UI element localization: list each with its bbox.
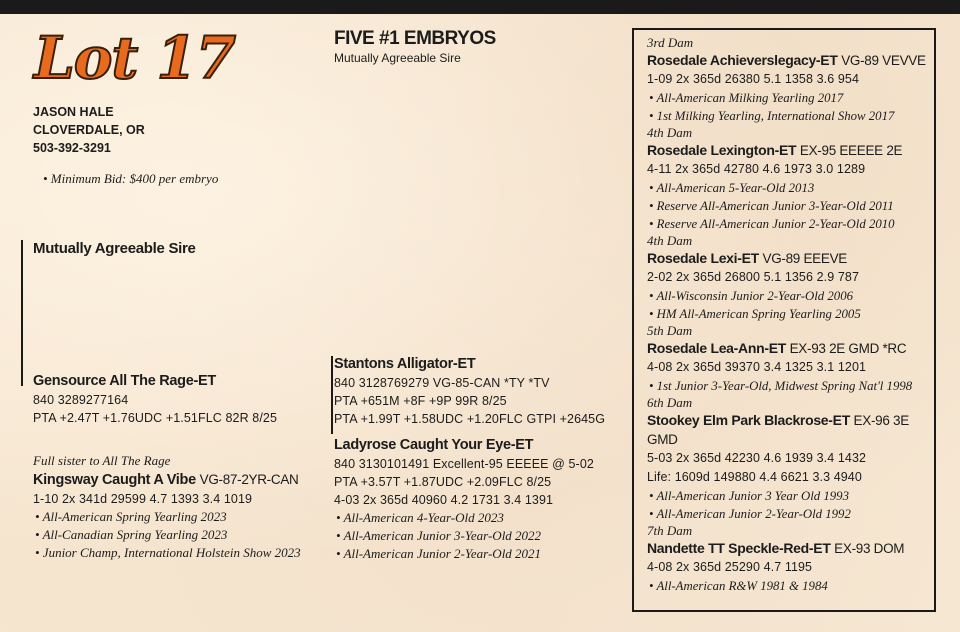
pedigree-bar-sire [21, 240, 23, 386]
pedigree-dam-name-line [647, 539, 934, 558]
consignor-phone: 503-392-3291 [33, 141, 111, 155]
pedigree-dam-name: Rosedale Achieverslegacy-ET [647, 52, 838, 68]
pedigree-dam-name-line [647, 249, 934, 268]
pedigree-dam-record: 4-11 2x 365d 42780 4.6 1973 3.0 1289 [647, 162, 866, 176]
pedigree-dam-honor: • All-American 5-Year-Old 2013 [649, 181, 815, 195]
grandsire-pta: PTA +651M +8F +9P 99R 8/25 [334, 394, 507, 408]
pedigree-dam-honor: • All-American R&W 1981 & 1984 [649, 579, 828, 593]
pedigree-dam-record: 2-02 2x 365d 26800 5.1 1356 2.9 787 [647, 270, 860, 284]
dam-honor: • All-American Junior 3-Year-Old 2022 [336, 528, 542, 543]
dam-honor: • All-American Junior 2-Year-Old 2021 [336, 546, 542, 561]
pedigree-dam-entry [647, 125, 934, 233]
dam-pta: PTA +3.57T +1.87UDC +2.09FLC 8/25 [334, 475, 552, 489]
dam-sire-name: Gensource All The Rage-ET [33, 373, 216, 389]
sister-entry [33, 452, 301, 562]
pedigree-dam-classification: EX-96 3E GMD [647, 413, 909, 447]
pedigree-dam-name-line [647, 339, 934, 358]
pedigree-dam-record: 4-08 2x 365d 25290 4.7 1195 [647, 560, 813, 574]
pedigree-dam-honor: • All-American Milking Yearling 2017 [649, 91, 844, 105]
sister-classification: VG-87-2YR-CAN [199, 472, 299, 487]
dam-generation-label: 6th Dam [647, 395, 693, 410]
lot-headline: FIVE #1 EMBRYOS [334, 28, 496, 49]
sister-note: Full sister to All The Rage [33, 453, 171, 468]
pedigree-dam-name-line [647, 51, 934, 70]
pedigree-dam-lifetime-record: Life: 1609d 149880 4.4 6621 3.3 4940 [647, 470, 862, 484]
sire-label: Mutually Agreeable Sire [33, 240, 196, 257]
pedigree-dam-classification: EX-93 2E GMD *RC [789, 341, 907, 356]
consignor-info [33, 103, 145, 157]
grandsire-pta-gtpi: PTA +1.99T +1.58UDC +1.20FLC GTPI +2645G [334, 412, 606, 426]
grandsire-reg: 840 3128769279 VG-85-CAN *TY *TV [334, 376, 550, 390]
pedigree-dam-honor: • Reserve All-American Junior 3-Year-Old 2011 [649, 199, 894, 213]
pedigree-dam-classification: EX-95 EEEEE 2E [799, 143, 903, 158]
dam-generation-label: 5th Dam [647, 323, 693, 338]
minimum-bid: • Minimum Bid: $400 per embryo [43, 171, 219, 186]
dam-generation-label: 3rd Dam [647, 35, 694, 50]
pedigree-dam-honor: • HM All-American Spring Yearling 2005 [649, 307, 861, 321]
pedigree-dam-name-line [647, 411, 934, 449]
pedigree-dam-honor: • All-Wisconsin Junior 2-Year-Old 2006 [649, 289, 853, 303]
pedigree-dam-honor: • 1st Milking Yearling, International Show 2017 [649, 109, 895, 123]
dam-honor: • All-American 4-Year-Old 2023 [336, 510, 504, 525]
dam-entry [334, 436, 594, 563]
pedigree-dam-entry [647, 35, 934, 125]
pedigree-dam-name: Rosedale Lexington-ET [647, 142, 797, 158]
lot-subheadline: Mutually Agreeable Sire [334, 51, 461, 65]
dam-sire-reg: 840 3289277164 [33, 393, 129, 407]
sister-name-line [33, 470, 301, 490]
sister-honor: • All-Canadian Spring Yearling 2023 [35, 527, 228, 542]
grandsire-name: Stantons Alligator-ET [334, 356, 476, 372]
dam-generation-label: 4th Dam [647, 125, 693, 140]
consignor-name: JASON HALE [33, 105, 114, 119]
dam-generation-label: 4th Dam [647, 233, 693, 248]
pedigree-bar-grandsire [331, 356, 333, 434]
sister-honor: • All-American Spring Yearling 2023 [35, 509, 227, 524]
pedigree-dam-record: 4-08 2x 365d 39370 3.4 1325 3.1 1201 [647, 360, 867, 374]
pedigree-dam-record: 1-09 2x 365d 26380 5.1 1358 3.6 954 [647, 72, 860, 86]
pedigree-dam-classification: EX-93 DOM [834, 541, 905, 556]
sister-honor: • Junior Champ, International Holstein Show 2023 [35, 545, 301, 560]
lot-title: Lot 17 [34, 24, 236, 92]
pedigree-dam-entry [647, 323, 934, 395]
pedigree-dam-classification: VG-89 VEVVE [841, 53, 926, 68]
pedigree-dam-entry [647, 233, 934, 323]
pedigree-dam-entry [647, 395, 934, 523]
pedigree-dam-classification: VG-89 EEEVE [762, 251, 847, 266]
grandsire-entry [334, 355, 605, 428]
pedigree-dam-name: Rosedale Lea-Ann-ET [647, 340, 786, 356]
pedigree-dam-honor: • 1st Junior 3-Year-Old, Midwest Spring Nat'l 1998 [649, 379, 913, 393]
lot-header [334, 27, 496, 66]
dam-reg: 840 3130101491 Excellent-95 EEEEE @ 5-02 [334, 457, 594, 471]
pedigree-dam-honor: • All-American Junior 3 Year Old 1993 [649, 489, 849, 503]
sister-record: 1-10 2x 341d 29599 4.7 1393 3.4 1019 [33, 492, 253, 506]
pedigree-dam-name-line [647, 141, 934, 160]
sister-name: Kingsway Caught A Vibe [33, 472, 196, 488]
dam-sire-pta: PTA +2.47T +1.76UDC +1.51FLC 82R 8/25 [33, 411, 278, 425]
dam-sire-entry [33, 372, 277, 427]
pedigree-dam-name: Rosedale Lexi-ET [647, 250, 759, 266]
pedigree-dam-name: Nandette TT Speckle-Red-ET [647, 540, 831, 556]
pedigree-dam-honor: • Reserve All-American Junior 2-Year-Old 2010 [649, 217, 895, 231]
pedigree-dam-honor: • All-American Junior 2-Year-Old 1992 [649, 507, 851, 521]
pedigree-dam-name: Stookey Elm Park Blackrose-ET [647, 412, 850, 428]
top-border-bar [0, 0, 960, 14]
pedigree-dam-record: 5-03 2x 365d 42230 4.6 1939 3.4 1432 [647, 451, 867, 465]
dam-record: 4-03 2x 365d 40960 4.2 1731 3.4 1391 [334, 493, 554, 507]
maternal-pedigree-box [632, 28, 936, 612]
dam-generation-label: 7th Dam [647, 523, 693, 538]
dam-name: Ladyrose Caught Your Eye-ET [334, 437, 534, 453]
pedigree-dam-entry [647, 523, 934, 595]
consignor-city: CLOVERDALE, OR [33, 123, 145, 137]
